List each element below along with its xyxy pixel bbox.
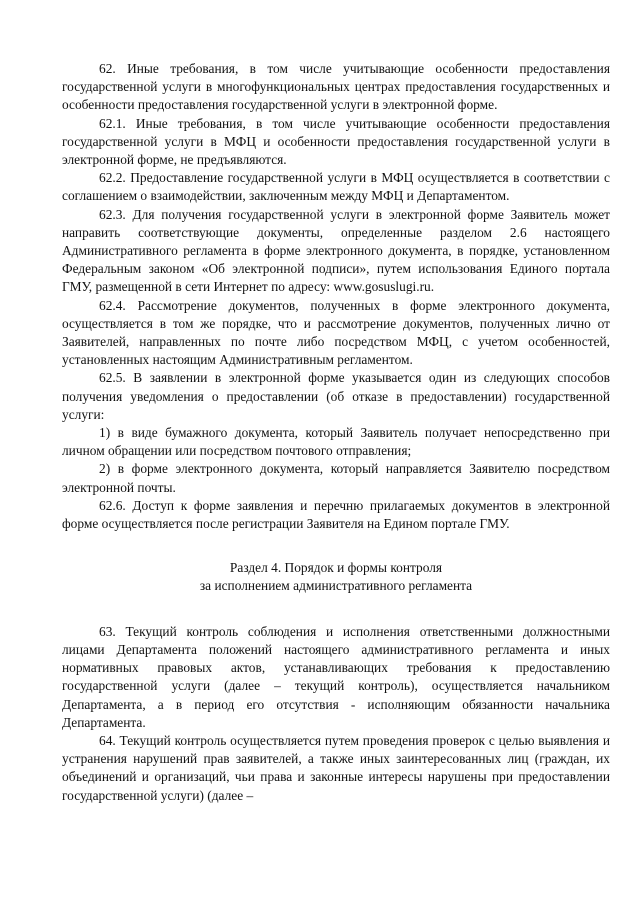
paragraph-62-3: 62.3. Для получения государственной услуги в электронной форме Заявитель может направить соответствующие документы, определенные разделом 2.6 настоящего Административного регламента в форме электронного документа, в порядке, установленном Федеральным законом «Об электронной подписи», путем использования Единого портала ГМУ, размещенной в сети Интернет по адресу: www.gosuslugi.ru.: [62, 206, 610, 295]
section-heading: [62, 559, 610, 595]
section-heading-line2: за исполнением административного регламента: [199, 578, 473, 594]
paragraph-62-5: 62.5. В заявлении в электронной форме указывается один из следующих способов получения уведомления о предоставлении (об отказе в предоставлении) государственной услуги:: [62, 370, 610, 422]
list-item-2: 2) в форме электронного документа, который направляется Заявителю посредством электронной почты.: [62, 461, 610, 495]
paragraph-64: 64. Текущий контроль осуществляется путем проведения проверок с целью выявления и устранения нарушений прав заявителей, а также иных заинтересованных лиц (граждан, их объединений и организаций, чьи права и законные интересы нарушены при предоставлении государственной услуги) (далее –: [62, 732, 610, 803]
paragraph-62-4: 62.4. Рассмотрение документов, полученных в форме электронного документа, осуществляется в том же порядке, что и рассмотрение документов, полученных лично от Заявителей, направленных по почте либо посредством МФЦ, с учетом особенностей, установленных настоящим Административным регламентом.: [62, 297, 610, 368]
list-item-1: 1) в виде бумажного документа, который Заявитель получает непосредственно при личном обращении или посредством почтового отправления;: [62, 425, 610, 459]
paragraph-62-1: 62.1. Иные требования, в том числе учитывающие особенности предоставления государственной услуги в МФЦ и особенности предоставления государственной услуги в электронной форме, не предъявляются.: [62, 115, 610, 168]
paragraph-62-2: 62.2. Предоставление государственной услуги в МФЦ осуществляется в соответствии с соглашением о взаимодействии, заключенным между МФЦ и Департаментом.: [62, 170, 610, 204]
paragraph-63: 63. Текущий контроль соблюдения и исполнения ответственными должностными лицами Департамента положений настоящего административного регламента и иных нормативных правовых актов, устанавливающих требования к предоставлению государственной услуги (далее – текущий контроль), осуществляется начальником Департамента, а в период его отсутствия - исполняющим обязанности начальника Департамента.: [62, 623, 610, 730]
paragraph-62-6: 62.6. Доступ к форме заявления и перечню прилагаемых документов в электронной форме осуществляется после регистрации Заявителя на Едином портале ГМУ.: [62, 497, 610, 532]
paragraph-62: 62. Иные требования, в том числе учитывающие особенности предоставления государственной услуги в многофункциональных центрах предоставления государственных и особенности предоставления государственной услуги в электронной форме.: [62, 61, 610, 113]
section-heading-line1: Раздел 4. Порядок и формы контроля: [229, 560, 443, 576]
